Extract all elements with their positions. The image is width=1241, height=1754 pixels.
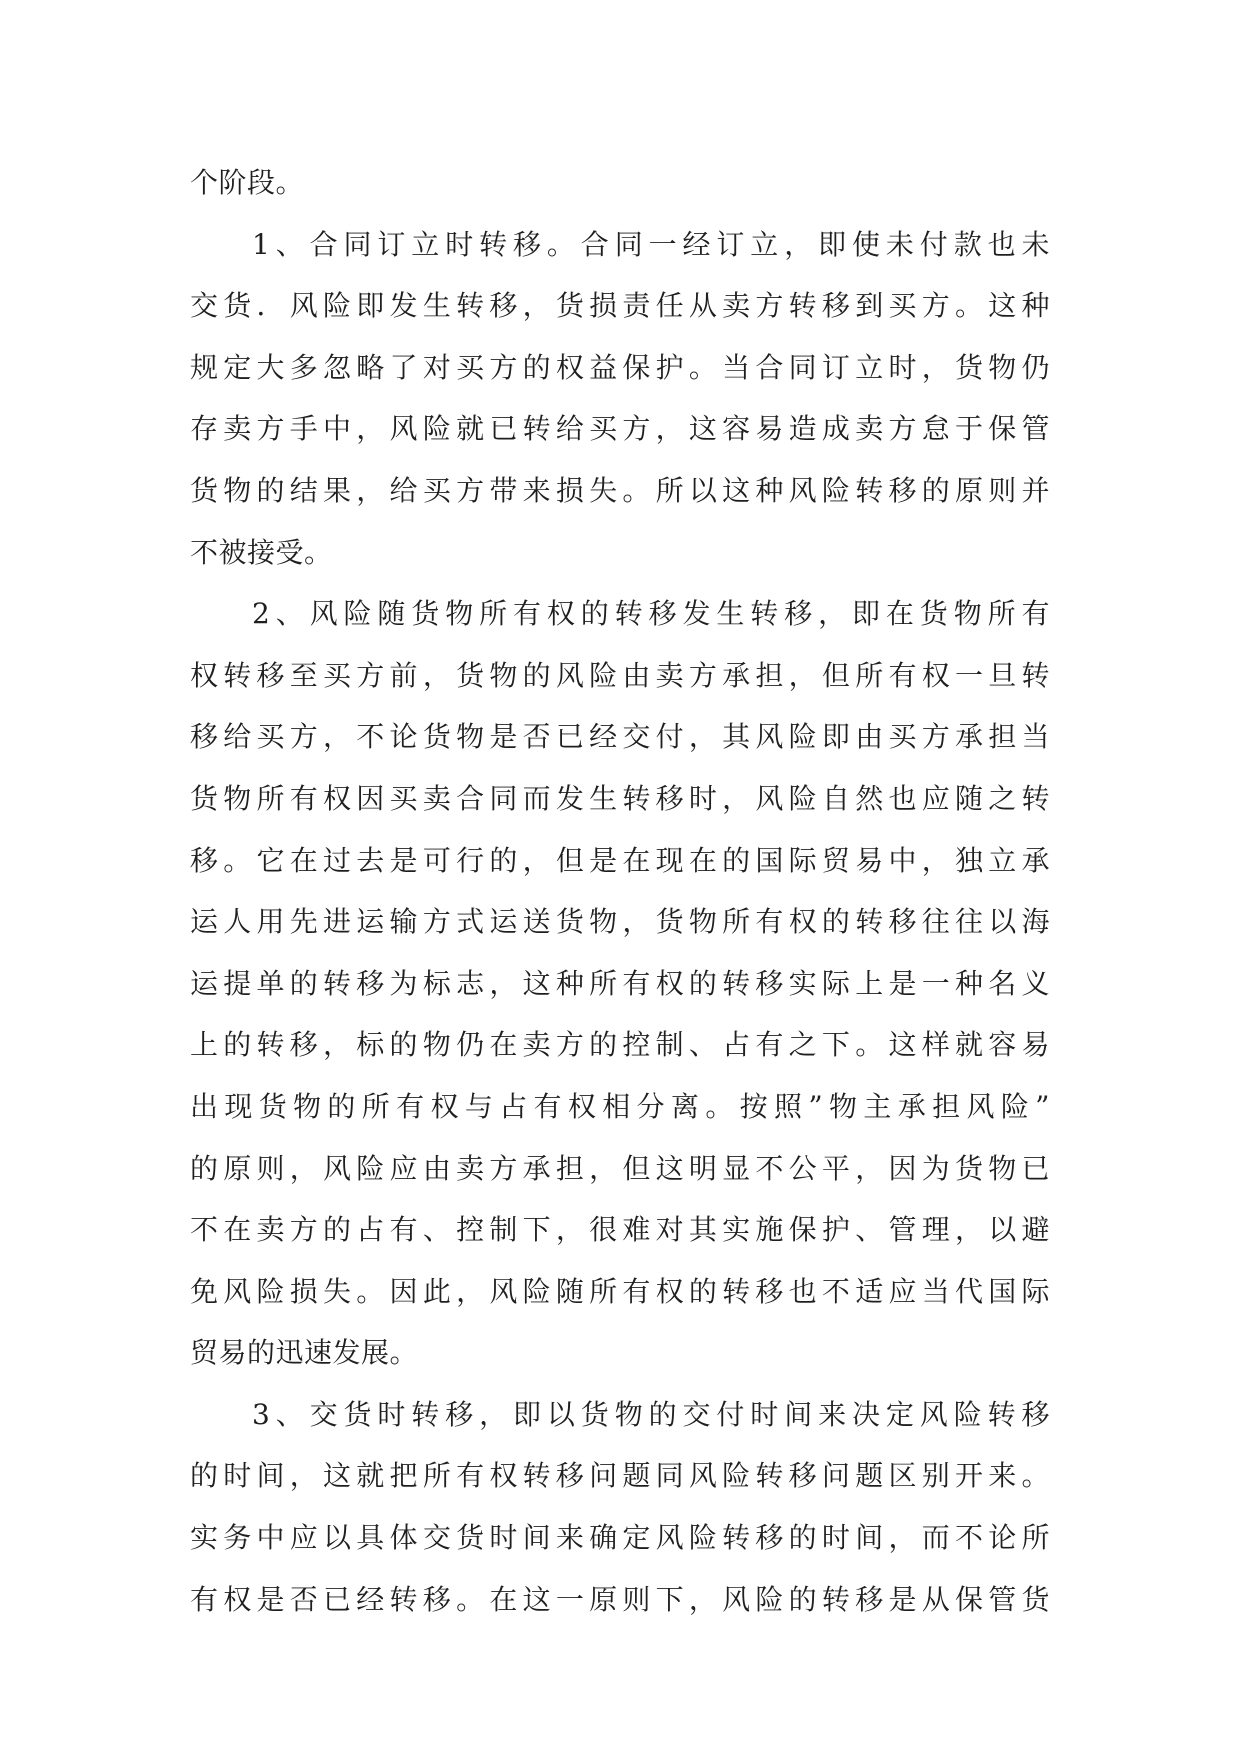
paragraph-3-start: 3、交货时转移，即以货物的交付时间来决定风险转移 [252, 1397, 1050, 1431]
text-line: 有权是否已经转移。在这一原则下，风险的转移是从保管货 [190, 1582, 1050, 1616]
text-line: 移。它在过去是可行的，但是在现在的国际贸易中，独立承 [190, 843, 1050, 877]
text-line: 贸易的迅速发展。 [190, 1336, 419, 1370]
text-line: 运人用先进运输方式运送货物，货物所有权的转移往往以海 [190, 905, 1050, 939]
text-line: 个阶段。 [190, 166, 305, 199]
text-line: 免风险损失。因此，风险随所有权的转移也不适应当代国际 [190, 1274, 1050, 1308]
text-line: 上的转移，标的物仍在卖方的控制、占有之下。这样就容易 [190, 1028, 1050, 1062]
text-line: 货物的结果，给买方带来损失。所以这种风险转移的原则并 [190, 473, 1050, 507]
text-line: 移给买方，不论货物是否已经交付，其风险即由买方承担当 [190, 720, 1050, 754]
text-line: 货物所有权因买卖合同而发生转移时，风险自然也应随之转 [190, 781, 1050, 815]
text-line: 运提单的转移为标志，这种所有权的转移实际上是一种名义 [190, 966, 1050, 1000]
paragraph-2-start: 2、风险随货物所有权的转移发生转移，即在货物所有 [252, 597, 1050, 631]
text-line: 的时间，这就把所有权转移问题同风险转移问题区别开来。 [190, 1459, 1050, 1493]
text-line: 不被接受。 [190, 535, 333, 569]
text-line: 的原则，风险应由卖方承担，但这明显不公平，因为货物已 [190, 1151, 1050, 1185]
text-line: 存卖方手中，风险就已转给买方，这容易造成卖方怠于保管 [190, 412, 1050, 446]
paragraph-1-start: 1、合同订立时转移。合同一经订立，即使未付款也未 [252, 227, 1050, 261]
text-line: 权转移至买方前，货物的风险由卖方承担，但所有权一旦转 [190, 658, 1050, 692]
text-line: 实务中应以具体交货时间来确定风险转移的时间，而不论所 [190, 1521, 1050, 1555]
text-line: 交货．风险即发生转移，货损责任从卖方转移到买方。这种 [190, 289, 1050, 323]
text-line: 规定大多忽略了对买方的权益保护。当合同订立时，货物仍 [190, 350, 1050, 384]
text-line: 出现货物的所有权与占有权相分离。按照”物主承担风险” [190, 1089, 1050, 1123]
text-line: 不在卖方的占有、控制下，很难对其实施保护、管理，以避 [190, 1213, 1050, 1247]
body-text [190, 152, 1050, 1630]
